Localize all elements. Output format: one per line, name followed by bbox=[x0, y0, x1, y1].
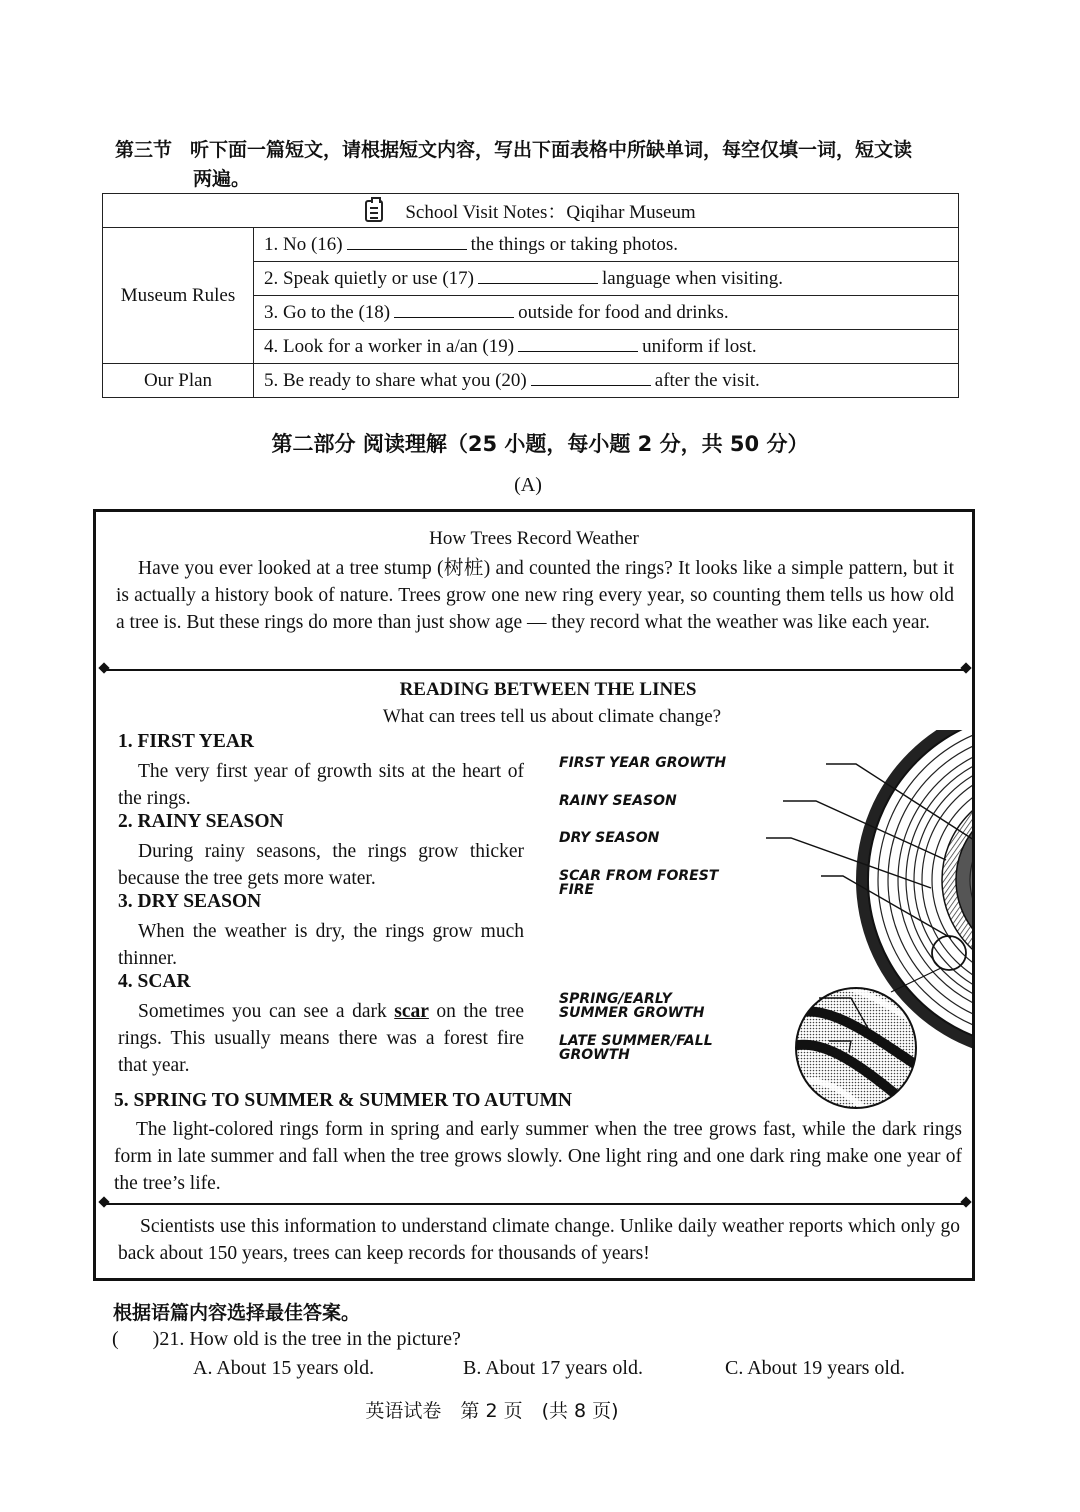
row-text-before: 5. Be ready to share what you (20) bbox=[264, 369, 527, 391]
answer-blank-19[interactable] bbox=[518, 337, 638, 352]
row-text-after: outside for food and drinks. bbox=[518, 301, 729, 323]
question-instruction: 根据语篇内容选择最佳答案。 bbox=[113, 1302, 361, 1324]
item-text-dry-season: When the weather is dry, the rings grow much thinner. bbox=[118, 921, 524, 969]
label-late-line2: GROWTH bbox=[559, 1047, 630, 1063]
answer-blank-20[interactable] bbox=[531, 371, 651, 386]
row-text-after: uniform if lost. bbox=[642, 335, 757, 357]
museum-rules-label: Museum Rules bbox=[103, 228, 254, 364]
answer-blank-18[interactable] bbox=[394, 303, 514, 318]
reading-between-lines-subtitle: What can trees tell us about climate change? bbox=[382, 706, 722, 727]
section-divider bbox=[104, 1203, 966, 1205]
row-text-after: after the visit. bbox=[654, 369, 760, 391]
option-c[interactable]: C. About 19 years old. bbox=[725, 1357, 905, 1379]
answer-blank-16[interactable] bbox=[347, 235, 467, 250]
our-plan-label: Our Plan bbox=[103, 364, 254, 398]
row-text-after: the things or taking photos. bbox=[470, 233, 679, 255]
school-visit-notes-table bbox=[102, 193, 959, 398]
section-divider bbox=[104, 669, 966, 671]
row-text-before: 1. No (16) bbox=[264, 233, 343, 255]
item-heading-spring-summer: 5. SPRING TO SUMMER & SUMMER TO AUTUMN bbox=[114, 1090, 572, 1111]
label-rainy-season: RAINY SEASON bbox=[559, 793, 677, 809]
label-scar-forest-fire bbox=[559, 869, 718, 897]
table-row bbox=[254, 296, 959, 330]
table-row bbox=[254, 330, 959, 364]
label-dry-season: DRY SEASON bbox=[559, 830, 660, 846]
label-spring-early-summer-growth bbox=[559, 992, 704, 1020]
label-late-line1: LATE SUMMER/FALL bbox=[559, 1033, 713, 1049]
option-a[interactable]: A. About 15 years old. bbox=[193, 1357, 375, 1379]
section3-label: 第三节 bbox=[115, 139, 173, 161]
item-text-scar bbox=[118, 998, 524, 1079]
item-text-first-year: The very first year of growth sits at the heart of the rings. bbox=[118, 761, 524, 809]
item-heading-first-year: 1. FIRST YEAR bbox=[118, 731, 254, 752]
row-text-before: 2. Speak quietly or use (17) bbox=[264, 267, 475, 289]
label-spring-line2: SUMMER GROWTH bbox=[559, 1005, 705, 1021]
passage-title: How Trees Record Weather bbox=[429, 528, 639, 549]
row-text-before: 4. Look for a worker in a/an (19) bbox=[264, 335, 515, 357]
label-scar-line1: SCAR FROM FOREST bbox=[559, 868, 719, 884]
question-21 bbox=[112, 1328, 461, 1351]
label-first-year-growth: FIRST YEAR GROWTH bbox=[559, 755, 727, 771]
scar-keyword: scar bbox=[394, 1001, 429, 1022]
item-text-spring-summer: The light-colored rings form in spring and early summer when the tree grows fast, while the dark rings form in late summer and fall when the tree grows slowly. One light ring and one dark ring make one year of the tree’s life. bbox=[114, 1119, 962, 1194]
item-text-rainy-season: During rainy seasons, the rings grow thicker because the tree gets more water. bbox=[118, 841, 524, 889]
row-text-before: 3. Go to the (18) bbox=[264, 301, 391, 323]
item-heading-scar: 4. SCAR bbox=[118, 971, 191, 992]
clipboard-icon bbox=[365, 200, 383, 222]
part2-heading: 第二部分 阅读理解（25 小题，每小题 2 分，共 50 分） bbox=[271, 432, 809, 456]
row-text-after: language when visiting. bbox=[602, 267, 784, 289]
section3-instruction bbox=[115, 136, 955, 164]
answer-blank-17[interactable] bbox=[478, 269, 598, 284]
reading-between-lines-title: READING BETWEEN THE LINES bbox=[399, 679, 697, 700]
scar-text-after: on the tree rings. This usually means there was a forest fire that year. bbox=[118, 1001, 524, 1076]
item-heading-dry-season: 3. DRY SEASON bbox=[118, 891, 262, 912]
section-label-a: (A) bbox=[514, 474, 542, 496]
reading-passage-box bbox=[93, 509, 975, 1281]
section3-instruction-line2: 两遍。 bbox=[193, 168, 251, 190]
item-heading-rainy-season: 2. RAINY SEASON bbox=[118, 811, 284, 832]
section3-instruction-line1: 听下面一篇短文，请根据短文内容，写出下面表格中所缺单词，每空仅填一词，短文读 bbox=[190, 139, 913, 161]
answer-paren-close: ) bbox=[152, 1328, 160, 1350]
table-row bbox=[254, 262, 959, 296]
option-b[interactable]: B. About 17 years old. bbox=[463, 1357, 643, 1379]
scar-text-before: Sometimes you can see a dark bbox=[138, 1001, 395, 1022]
question-21-stem: 21. How old is the tree in the picture? bbox=[159, 1328, 461, 1350]
passage-closing: Scientists use this information to understand climate change. Unlike daily weather reports which only go back about 150 years, trees can keep records for thousands of years! bbox=[118, 1216, 960, 1264]
answer-paren-open: ( bbox=[112, 1328, 119, 1350]
notes-table-title: School Visit Notes：Qiqihar Museum bbox=[405, 202, 696, 223]
table-row bbox=[254, 364, 959, 398]
label-spring-line1: SPRING/EARLY bbox=[559, 991, 672, 1007]
table-row bbox=[254, 228, 959, 262]
notes-table-title-cell bbox=[103, 194, 959, 228]
label-late-summer-fall-growth bbox=[559, 1034, 713, 1062]
passage-intro: Have you ever looked at a tree stump (树桩) and counted the rings? It looks like a simple pattern, but it is actually a history book of nature. Trees grow one new ring every year, so counting them tells us how old a tree is. But these rings do more than just show age — they record what the weather was like each year. bbox=[116, 558, 954, 633]
label-scar-line2: FIRE bbox=[559, 882, 595, 898]
page-footer: 英语试卷 第 2 页 (共 8 页) bbox=[365, 1400, 619, 1422]
